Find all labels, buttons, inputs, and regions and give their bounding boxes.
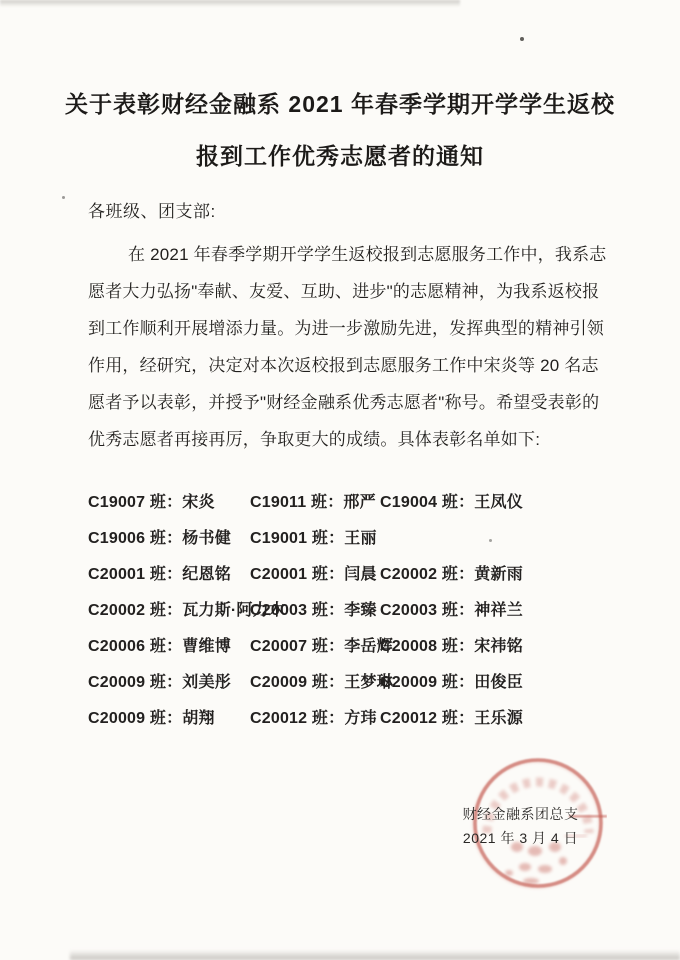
scan-artifact-top-band <box>0 0 460 7</box>
commended-volunteers-list <box>88 492 608 744</box>
roster-entry: C20007 班：李岳辉 <box>250 638 393 655</box>
roster-entry: C20009 班：田俊臣 <box>380 674 523 691</box>
roster-entry: C20002 班：黄新雨 <box>380 566 523 583</box>
roster-entry: C19011 班：邢严 <box>250 494 376 511</box>
signing-organization: 财经金融系团总支 <box>462 806 579 822</box>
body-line: 作用，经研究，决定对本次返校报到志愿服务工作中宋炎等 20 名志 <box>88 356 599 375</box>
body-line: 优秀志愿者再接再厉，争取更大的成绩。具体表彰名单如下: <box>88 430 541 449</box>
notice-title-line-2: 报到工作优秀志愿者的通知 <box>196 143 484 169</box>
salutation: 各班级、团支部: <box>88 202 216 221</box>
signature-date: 2021 年 3 月 4 日 <box>462 830 579 846</box>
roster-entry: C19006 班：杨书健 <box>88 530 231 547</box>
roster-entry: C20002 班：瓦力斯·阿力木 <box>88 602 286 619</box>
notice-body-paragraph <box>88 243 607 465</box>
roster-entry: C19007 班：宋炎 <box>88 494 215 511</box>
roster-entry: C20003 班：神祥兰 <box>380 602 523 619</box>
signature-block <box>448 802 593 850</box>
body-line: 愿者予以表彰，并授予"财经金融系优秀志愿者"称号。希望受表彰的 <box>88 393 600 412</box>
roster-entry: C19004 班：王凤仪 <box>380 494 523 511</box>
body-line: 愿者大力弘扬"奉献、友爱、互助、进步"的志愿精神，为我系返校报 <box>88 282 600 301</box>
roster-entry: C20008 班：宋祎铭 <box>380 638 523 655</box>
body-line: 在 2021 年春季学期开学学生返校报到志愿服务工作中，我系志 <box>128 245 607 264</box>
notice-title-line-1: 关于表彰财经金融系 2021 年春季学期开学学生返校 <box>65 91 615 117</box>
roster-entry: C19001 班：王丽 <box>250 530 377 547</box>
roster-entry-empty <box>380 528 608 564</box>
ink-speck <box>520 37 524 41</box>
roster-entry: C20006 班：曹维博 <box>88 638 231 655</box>
roster-entry: C20012 班：王乐源 <box>380 710 523 727</box>
roster-entry: C20009 班：胡翔 <box>88 710 215 727</box>
ink-speck <box>62 196 65 199</box>
body-line: 到工作顺利开展增添力量。为进一步激励先进，发挥典型的精神引领 <box>88 319 604 338</box>
notice-title <box>40 78 640 182</box>
roster-entry: C20009 班：王梦琳 <box>250 674 393 691</box>
roster-entry: C20012 班：方玮 <box>250 710 377 727</box>
roster-entry: C20001 班：纪恩铭 <box>88 566 231 583</box>
scan-artifact-bottom-band <box>70 950 680 960</box>
roster-entry: C20009 班：刘美彤 <box>88 674 231 691</box>
roster-entry: C20001 班：闫晨 <box>250 566 377 583</box>
roster-entry: C20003 班：李臻 <box>250 602 377 619</box>
